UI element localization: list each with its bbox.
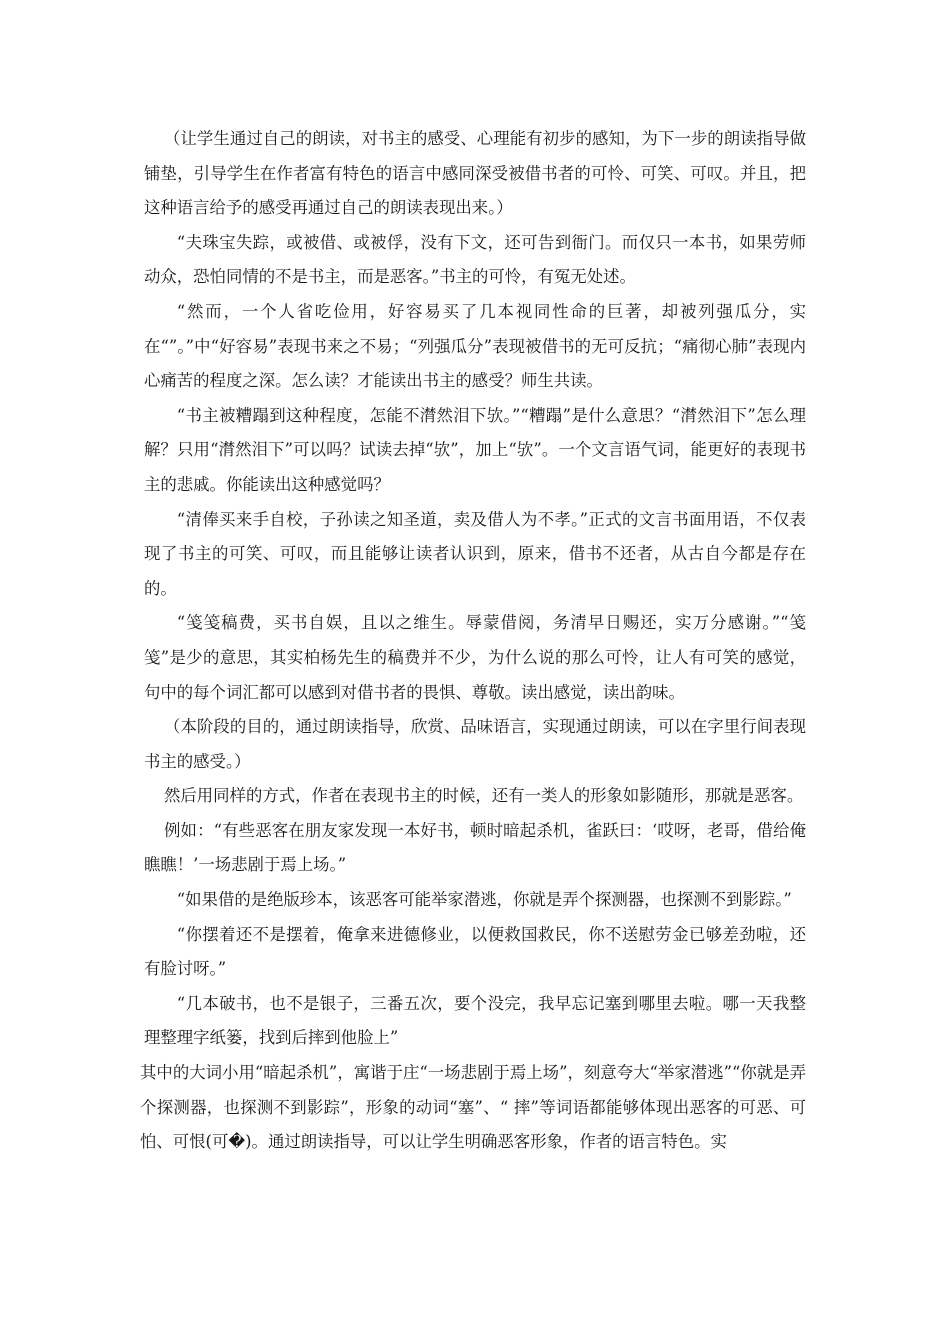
paragraph-example: 例如：“有些恶客在朋友家发现一本好书，顿时暗起杀机，雀跃曰：‘哎呀，老哥，借给俺瞧瞧！’一场悲剧于焉上场。” xyxy=(144,820,806,875)
paragraph-display-books: “你摆着还不是摆着，俺拿来进德修业，以便救国救民，你不送慰劳金已够差劲啦，还有脸讨呀。” xyxy=(144,924,806,979)
paragraph-tears: “书主被糟蹋到这种程度，怎能不潸然泪下欤。”“糟蹋”是什么意思？“潸然泪下”怎么理解？只用“潸然泪下”可以吗？试读去掉“欤”，加上“欤”。一个文言语气词，能更好的表现书主的悲戚。你能读出这种感觉吗？ xyxy=(144,405,806,494)
paragraph-salary-books: “清俸买来手自校，子孙读之知圣道，卖及借人为不孝。”正式的文言书面用语，不仅表现了书主的可笑、可叹，而且能够让读者认识到，原来，借书不还者，从古自今都是存在的。 xyxy=(144,509,806,598)
paragraph-analysis: 其中的大词小用“暗起杀机”，寓谐于庄“一场悲剧于焉上场”，刻意夸大“举家潜逃”“你就是弄个探测器，也探测不到影踪”，形象的动词“塞”、“ 摔”等词语都能够体现出恶客的可恶、可怕、可恨(可�)。通过朗读指导，可以让学生明确恶客形象，作者的语言特色。实 xyxy=(140,1063,806,1152)
paragraph-meager-fees: “笺笺稿费，买书自娱，且以之维生。辱蒙借阅，务清早日赐还，实万分感谢。”“笺笺”是少的意思，其实柏杨先生的稿费并不少，为什么说的那么可怜，让人有可笑的感觉，句中的每个词汇都可以感到对借书者的畏惧、尊敬。读出感觉，读出韵味。 xyxy=(144,613,806,702)
paragraph-rare-edition: “如果借的是绝版珍本，该恶客可能举家潜逃，你就是弄个探测器，也探测不到影踪。” xyxy=(176,890,792,910)
paragraph-reading-purpose: （让学生通过自己的朗读，对书主的感受、心理能有初步的感知，为下一步的朗读指导做铺垫，引导学生在作者富有特色的语言中感同深受被借书者的可怜、可笑、可叹。并且，把这种语言给予的感受再通过自己的朗读表现出来。） xyxy=(144,129,806,218)
paragraph-bad-guest-intro: 然后用同样的方式，作者在表现书主的时候，还有一类人的形象如影随形，那就是恶客。 xyxy=(164,786,804,806)
paragraph-broken-books: “几本破书，也不是银子，三番五次，要个没完，我早忘记塞到哪里去啦。哪一天我整理整理字纸篓，找到后摔到他脸上” xyxy=(144,993,806,1048)
paragraph-pearls-lost: “夫珠宝失踪，或被借、或被俘，没有下文，还可告到衙门。而仅只一本书，如果劳师动众，恐怕同情的不是书主，而是恶客。”书主的可怜，有冤无处述。 xyxy=(144,232,806,287)
paragraph-frugal-owner: “然而，一个人省吃俭用，好容易买了几本视同性命的巨著，却被列强瓜分，实在“”。”中“好容易”表现书来之不易；“列强瓜分”表现被借书的无可反抗；“痛彻心肺”表现内心痛苦的程度之深。怎么读？才能读出书主的感受？师生共读。 xyxy=(144,301,806,391)
paragraph-stage-purpose: （本阶段的目的，通过朗读指导，欣赏、品味语言，实现通过朗读，可以在字里行间表现书主的感受。） xyxy=(144,717,806,771)
document-page xyxy=(140,122,806,1160)
